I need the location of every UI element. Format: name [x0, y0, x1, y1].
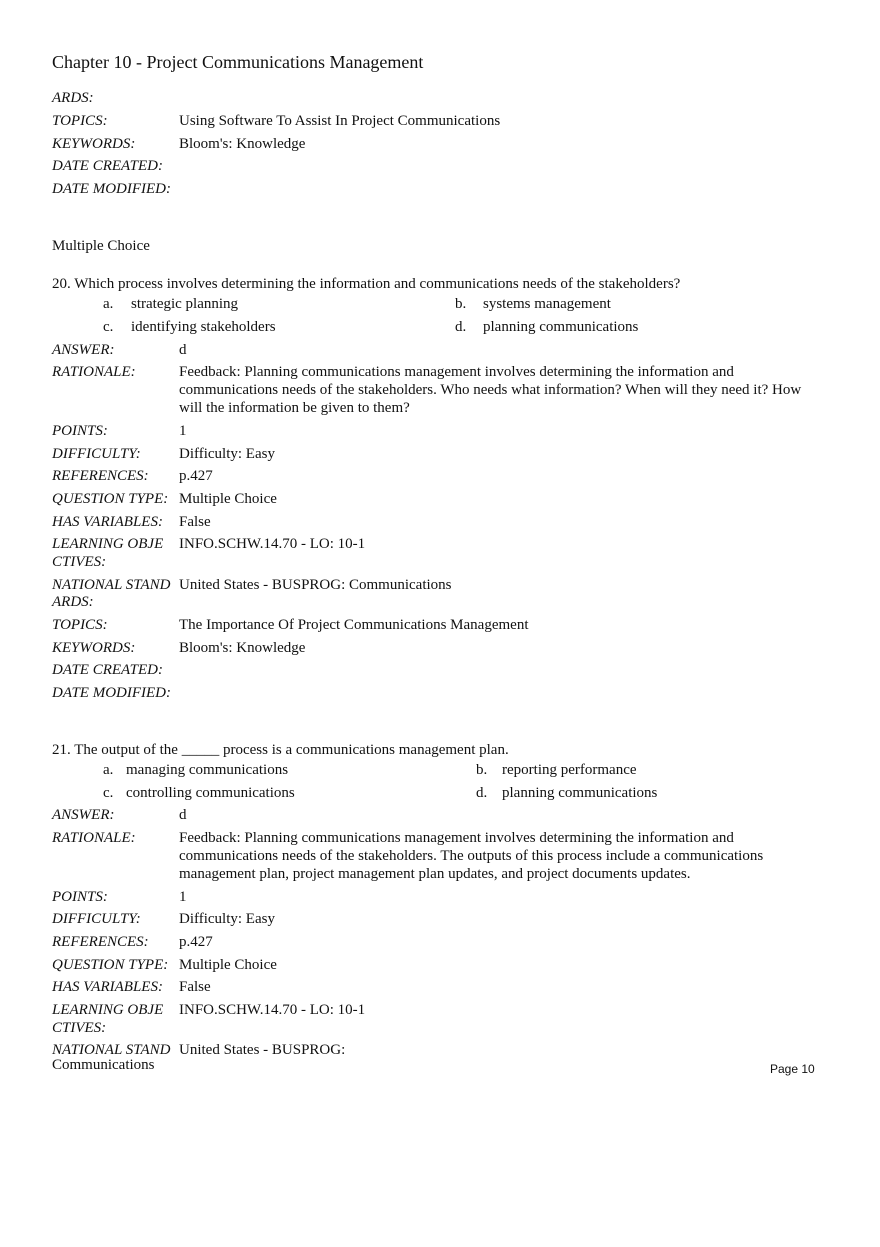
- keywords-label: KEYWORDS:: [52, 136, 136, 152]
- q21-option-c: controlling communications: [126, 785, 295, 801]
- q20-points-label: POINTS:: [52, 423, 108, 439]
- q20-lo-label-line1: LEARNING OBJE: [52, 536, 164, 552]
- q21-hasvars: False: [179, 979, 211, 995]
- q21-difficulty: Difficulty: Easy: [179, 911, 275, 927]
- q20-references: p.427: [179, 468, 213, 484]
- q20-option-b-letter: b.: [455, 296, 467, 312]
- q21-ns-line2: Communications: [52, 1057, 155, 1073]
- q20-ns-label-line2: ARDS:: [52, 594, 94, 610]
- date-created-label: DATE CREATED:: [52, 158, 163, 174]
- q20-hasvars-label: HAS VARIABLES:: [52, 514, 163, 530]
- q21-answer: d: [179, 807, 187, 823]
- q20-option-a-letter: a.: [103, 296, 114, 312]
- q20-date-modified-label: DATE MODIFIED:: [52, 685, 171, 701]
- q21-option-d-letter: d.: [476, 785, 488, 801]
- q21-points: 1: [179, 889, 187, 905]
- q21-references: p.427: [179, 934, 213, 950]
- q21-ns-line1: United States - BUSPROG:: [179, 1042, 346, 1058]
- q20-lo: INFO.SCHW.14.70 - LO: 10-1: [179, 536, 366, 552]
- q21-option-b-letter: b.: [476, 762, 488, 778]
- q21-qtype-label: QUESTION TYPE:: [52, 957, 169, 973]
- page-number: Page 10: [770, 1062, 815, 1076]
- q21-option-c-letter: c.: [103, 785, 114, 801]
- q21-lo: INFO.SCHW.14.70 - LO: 10-1: [179, 1002, 366, 1018]
- q20-points: 1: [179, 423, 187, 439]
- q20-ns-label-line1: NATIONAL STAND: [52, 577, 171, 593]
- q20-option-a: strategic planning: [131, 296, 239, 312]
- q21-option-a-letter: a.: [103, 762, 114, 778]
- q20-qtype: Multiple Choice: [179, 491, 277, 507]
- q20-qtype-label: QUESTION TYPE:: [52, 491, 169, 507]
- q20-date-created-label: DATE CREATED:: [52, 662, 163, 678]
- q20-topics: The Importance Of Project Communications Management: [179, 617, 529, 633]
- q21-option-a: managing communications: [126, 762, 289, 778]
- q20-hasvars: False: [179, 514, 211, 530]
- q21-points-label: POINTS:: [52, 889, 108, 905]
- q21-difficulty-label: DIFFICULTY:: [52, 911, 141, 927]
- topics-label: TOPICS:: [52, 113, 108, 129]
- q21-rationale-label: RATIONALE:: [52, 830, 136, 846]
- q20-answer-label: ANSWER:: [52, 342, 115, 358]
- q21-hasvars-label: HAS VARIABLES:: [52, 979, 163, 995]
- q20-rationale-label: RATIONALE:: [52, 364, 136, 380]
- q21-ns-label-line1: NATIONAL STAND: [52, 1042, 171, 1058]
- q20-lo-label-line2: CTIVES:: [52, 554, 107, 570]
- q20-option-c: identifying stakeholders: [131, 319, 276, 335]
- q21-answer-label: ANSWER:: [52, 807, 115, 823]
- section-title: Multiple Choice: [52, 238, 150, 254]
- q20-ns: United States - BUSPROG: Communications: [179, 577, 452, 593]
- q20-option-c-letter: c.: [103, 319, 114, 335]
- q21-qtype: Multiple Choice: [179, 957, 277, 973]
- q20-keywords: Bloom's: Knowledge: [179, 640, 306, 656]
- question-20-text: 20. Which process involves determining the information and communications needs of the stakeholders?: [52, 276, 681, 292]
- ards-fragment: ARDS:: [52, 90, 94, 106]
- date-modified-label: DATE MODIFIED:: [52, 181, 171, 197]
- q20-topics-label: TOPICS:: [52, 617, 108, 633]
- q21-references-label: REFERENCES:: [52, 934, 149, 950]
- q20-difficulty-label: DIFFICULTY:: [52, 446, 141, 462]
- q21-rationale: Feedback: Planning communications management involves determining the information and communications needs of the stakeholders. The outputs of this process include a communications management plan, project management plan updates, and project documents updates.: [179, 830, 764, 882]
- q21-lo-label-line2: CTIVES:: [52, 1020, 107, 1036]
- q21-option-b: reporting performance: [502, 762, 637, 778]
- q20-option-b: systems management: [483, 296, 611, 312]
- topics-value: Using Software To Assist In Project Communications: [179, 113, 501, 129]
- keywords-value: Bloom's: Knowledge: [179, 136, 306, 152]
- q21-lo-label-line1: LEARNING OBJE: [52, 1002, 164, 1018]
- q20-rationale: Feedback: Planning communications management involves determining the information and communications needs of the stakeholders. Who needs what information? When will they need it? How will the information be given to them?: [179, 364, 802, 416]
- q20-option-d: planning communications: [483, 319, 639, 335]
- q20-option-d-letter: d.: [455, 319, 467, 335]
- q20-references-label: REFERENCES:: [52, 468, 149, 484]
- q20-difficulty: Difficulty: Easy: [179, 446, 275, 462]
- q20-keywords-label: KEYWORDS:: [52, 640, 136, 656]
- q21-option-d: planning communications: [502, 785, 658, 801]
- page-title: Chapter 10 - Project Communications Management: [52, 52, 424, 72]
- question-21-text: 21. The output of the _____ process is a communications management plan.: [52, 742, 509, 758]
- q20-answer: d: [179, 342, 187, 358]
